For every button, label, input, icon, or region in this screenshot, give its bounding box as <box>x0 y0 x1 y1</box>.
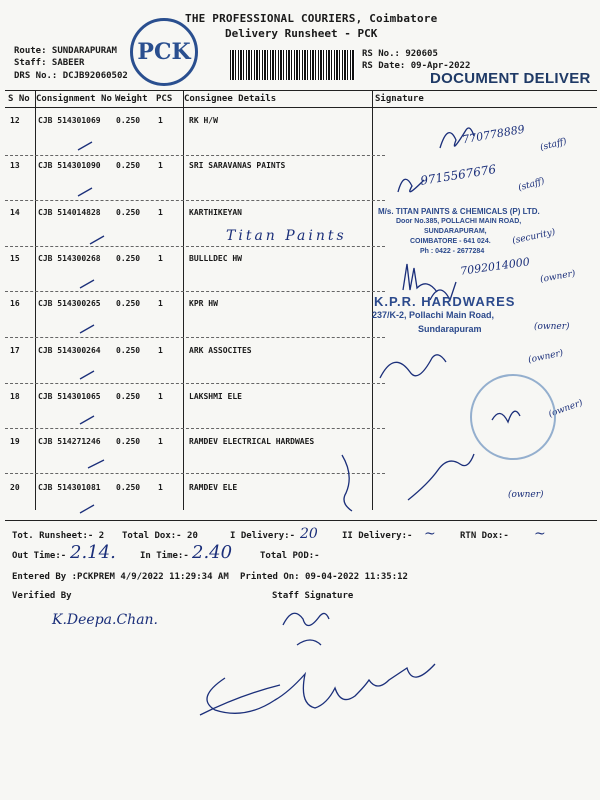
row-pcs: 1 <box>158 437 163 446</box>
rtn-dox-label: RTN Dox:- <box>460 531 509 541</box>
total-dox: Total Dox:- 20 <box>122 531 198 541</box>
row-weight: 0.250 <box>116 208 141 217</box>
row-consignee: SRI SARAVANAS PAINTS <box>189 161 286 170</box>
rs-number: RS No.: 920605 <box>362 49 438 59</box>
route-label: Route: SUNDARAPURAM <box>14 46 117 56</box>
i-delivery-label: I Delivery:- <box>230 531 296 541</box>
hw-staff-2: (staff) <box>517 176 546 194</box>
hw-owner-1: (owner) <box>539 268 577 286</box>
out-time-label: Out Time:- <box>12 551 67 561</box>
row-pcs: 1 <box>158 392 163 401</box>
ii-delivery-value: ~ <box>424 526 436 542</box>
row-sno: 16 <box>10 299 20 308</box>
row-pcs: 1 <box>158 346 163 355</box>
row-sno: 17 <box>10 346 20 355</box>
hw-security: (security) <box>511 227 557 247</box>
row-sno: 13 <box>10 161 20 170</box>
row-pcs: 1 <box>158 116 163 125</box>
in-time-value: 2.40 <box>192 542 233 563</box>
col-header-signature: Signature <box>375 94 424 104</box>
row-sno: 12 <box>10 116 20 125</box>
rs-date: RS Date: 09-Apr-2022 <box>362 61 471 71</box>
row-consignee: RAMDEV ELECTRICAL HARDWAES <box>189 437 315 446</box>
total-pod-label: Total POD:- <box>260 551 320 561</box>
row-weight: 0.250 <box>116 161 141 170</box>
kpr-stamp-line: 237/K-2, Pollachi Main Road, <box>372 310 495 320</box>
hw-owner-2: (owner) <box>534 322 570 332</box>
col-header-consignment: Consignment No <box>36 94 112 104</box>
row-consignment: CJB 514301090 <box>38 161 101 170</box>
row-consignee: LAKSHMI ELE <box>189 392 242 401</box>
row-weight: 0.250 <box>116 254 141 263</box>
row-consignee: ARK ASSOCITES <box>189 346 252 355</box>
row-consignee: BULLLDEC HW <box>189 254 242 263</box>
row-weight: 0.250 <box>116 392 141 401</box>
row-pcs: 1 <box>158 299 163 308</box>
hw-phone-2: 9715567676 <box>419 162 497 188</box>
kpr-stamp-line: K.P.R. HARDWARES <box>374 294 516 309</box>
round-seal <box>470 374 556 460</box>
row-consignee: KARTHIKEYAN <box>189 208 242 217</box>
col-header-weight: Weight <box>115 94 148 104</box>
row-weight: 0.250 <box>116 116 141 125</box>
col-header-sno: S No <box>8 94 30 104</box>
kpr-stamp-line: Sundarapuram <box>418 324 482 334</box>
row-weight: 0.250 <box>116 437 141 446</box>
logo-text: PCK <box>137 39 191 65</box>
out-time-value: 2.14. <box>70 542 116 563</box>
row-pcs: 1 <box>158 483 163 492</box>
row-consignment: CJB 514300264 <box>38 346 101 355</box>
row-pcs: 1 <box>158 161 163 170</box>
row-consignment: CJB 514301081 <box>38 483 101 492</box>
row-consignee: RAMDEV ELE <box>189 483 238 492</box>
row-weight: 0.250 <box>116 299 141 308</box>
row-sno: 14 <box>10 208 20 217</box>
company-title: THE PROFESSIONAL COURIERS, Coimbatore <box>185 12 438 25</box>
row-consignee: RK H/W <box>189 116 218 125</box>
row-pcs: 1 <box>158 254 163 263</box>
row-consignment: CJB 514014828 <box>38 208 101 217</box>
row-consignment: CJB 514301065 <box>38 392 101 401</box>
row-sno: 15 <box>10 254 20 263</box>
staff-label: Staff: SABEER <box>14 58 85 68</box>
document-delivery-stamp: DOCUMENT DELIVER <box>430 70 591 87</box>
row-consignee: KPR HW <box>189 299 218 308</box>
row-weight: 0.250 <box>116 483 141 492</box>
staff-signature-label: Staff Signature <box>272 591 354 601</box>
tot-runsheet: Tot. Runsheet:- 2 <box>12 531 105 541</box>
row-consignment: CJB 514301069 <box>38 116 101 125</box>
ii-delivery-label: II Delivery:- <box>342 531 413 541</box>
hw-owner-4: (owner) <box>547 398 585 420</box>
hw-titan: Titan Paints <box>226 228 347 244</box>
titan-stamp-line: SUNDARAPURAM, <box>424 228 487 235</box>
row-pcs: 1 <box>158 208 163 217</box>
col-header-pcs: PCS <box>156 94 173 104</box>
rtn-dox-value: ~ <box>534 526 546 542</box>
hw-owner-5: (owner) <box>508 490 544 500</box>
row-weight: 0.250 <box>116 346 141 355</box>
hw-phone-3: 7092014000 <box>459 255 531 278</box>
hw-staff-1: (staff) <box>539 136 568 154</box>
row-consignment: CJB 514300268 <box>38 254 101 263</box>
drs-number: DRS No.: DCJB92060502 <box>14 71 128 81</box>
row-consignment: CJB 514271246 <box>38 437 101 446</box>
row-sno: 18 <box>10 392 20 401</box>
verified-by-label: Verified By <box>12 591 72 601</box>
i-delivery-value: 20 <box>300 526 318 542</box>
runsheet-subtitle: Delivery Runsheet - PCK <box>225 27 378 40</box>
printed-on: Printed On: 09-04-2022 11:35:12 <box>240 572 408 582</box>
row-sno: 20 <box>10 483 20 492</box>
hw-phone-1: 770778889 <box>461 122 526 147</box>
in-time-label: In Time:- <box>140 551 189 561</box>
verified-by-signature: K.Deepa.Chan. <box>52 612 159 628</box>
row-consignment: CJB 514300265 <box>38 299 101 308</box>
titan-stamp-line: M/s. TITAN PAINTS & CHEMICALS (P) LTD. <box>378 207 540 216</box>
titan-stamp-line: Door No.385, POLLACHI MAIN ROAD, <box>396 218 522 225</box>
col-header-consignee: Consignee Details <box>184 94 277 104</box>
hw-owner-3: (owner) <box>527 348 565 366</box>
entered-by: Entered By :PCKPREM 4/9/2022 11:29:34 AM <box>12 572 229 582</box>
row-sno: 19 <box>10 437 20 446</box>
titan-stamp-line: COIMBATORE - 641 024. <box>410 238 491 245</box>
titan-stamp-line: Ph : 0422 - 2677284 <box>420 248 485 255</box>
